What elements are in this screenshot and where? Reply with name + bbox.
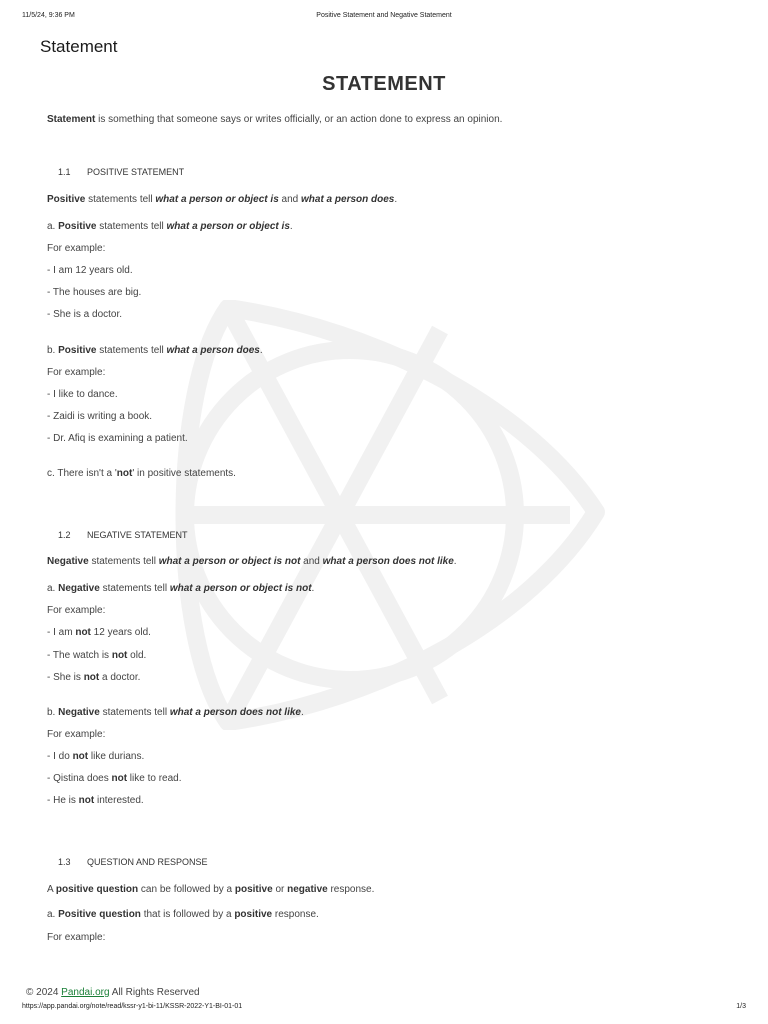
example-item: - I am not 12 years old. [47,627,151,638]
footer-copyright: © 2024 Pandai.org All Rights Reserved [26,987,200,998]
positive-summary: Positive statements tell what a person or object is and what a person does. [47,194,398,205]
page-heading: STATEMENT [322,73,446,95]
example-item: - She is a doctor. [47,309,123,320]
watermark-logo [150,300,605,730]
section-number: 1.3 [58,857,71,867]
section-title: POSITIVE STATEMENT [87,167,185,177]
print-title: Positive Statement and Negative Statement [316,12,452,19]
negative-point-b: b. Negative statements tell what a person does not like. [47,707,304,718]
question-summary: A positive question can be followed by a positive or negative response. [47,884,375,895]
section-number: 1.1 [58,167,71,177]
example-item: - I do not like durians. [47,751,145,762]
positive-point-c: c. There isn't a 'not' in positive statements. [47,468,236,479]
intro-definition: Statement is something that someone says or writes officially, or an action done to express an opinion. [47,114,503,125]
negative-summary: Negative statements tell what a person or object is not and what a person does not like. [47,556,457,567]
example-item: - Dr. Afiq is examining a patient. [47,433,188,444]
example-item: - Zaidi is writing a book. [47,411,153,422]
question-point-a: a. Positive question that is followed by a positive response. [47,909,319,920]
example-item: - He is not interested. [47,795,144,806]
example-item: - Qistina does not like to read. [47,773,182,784]
example-item: - She is not a doctor. [47,672,141,683]
document-name: Statement [40,37,118,56]
print-url: https://app.pandai.org/note/read/kssr-y1-bi-11/KSSR-2022-Y1-BI-01-01 [22,1003,243,1010]
section-title: NEGATIVE STATEMENT [87,530,188,540]
section-title: QUESTION AND RESPONSE [87,857,208,867]
example-item: - I am 12 years old. [47,265,133,276]
page-number: 1/3 [736,1003,746,1010]
example-item: - The watch is not old. [47,650,147,661]
print-date: 11/5/24, 9:36 PM [22,12,75,19]
example-label: For example: [47,367,106,378]
negative-point-a: a. Negative statements tell what a person or object is not. [47,583,315,594]
example-item: - I like to dance. [47,389,118,400]
example-label: For example: [47,243,106,254]
positive-point-a: a. Positive statements tell what a person or object is. [47,221,293,232]
pandai-link[interactable]: Pandai.org [61,987,110,998]
example-label: For example: [47,729,106,740]
example-item: - The houses are big. [47,287,142,298]
example-label: For example: [47,932,106,943]
positive-point-b: b. Positive statements tell what a person does. [47,345,263,356]
section-number: 1.2 [58,530,71,540]
example-label: For example: [47,605,106,616]
